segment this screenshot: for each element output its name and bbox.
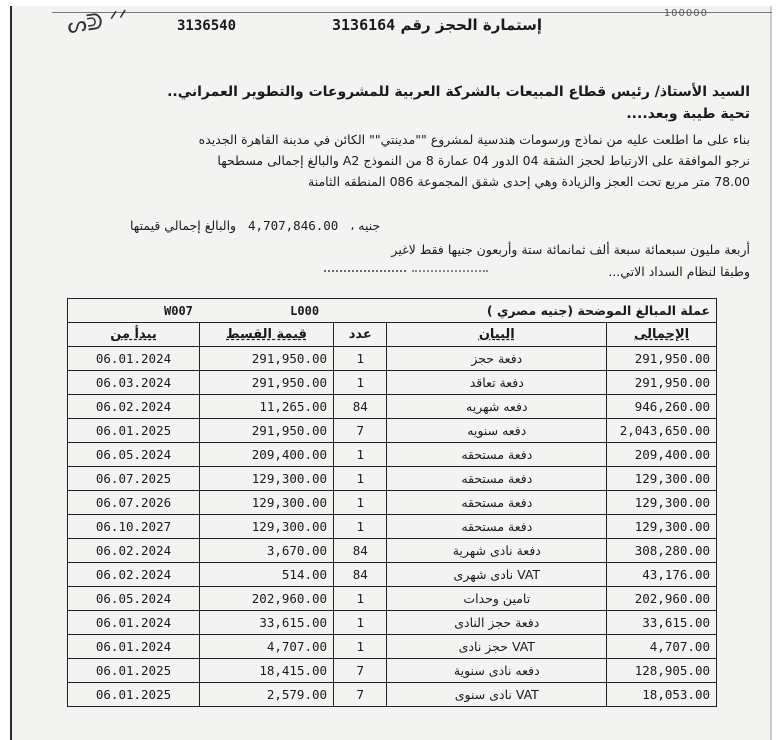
cell-total: 129,300.00 (607, 491, 717, 515)
cell-start: 06.05.2024 (68, 587, 200, 611)
cell-installment: 514.00 (200, 563, 334, 587)
cell-installment: 4,707.00 (200, 635, 334, 659)
table-row (68, 659, 717, 683)
payment-schedule-table (67, 298, 717, 707)
cell-total: 128,905.00 (607, 659, 717, 683)
amount-in-words: أربعة مليون سبعمائة سبعة ألف ثمانمائة ستة وأربعون جنيها فقط لاغير (391, 242, 750, 257)
table-row (68, 491, 717, 515)
greeting: تحية طيبة وبعد.... (626, 106, 750, 122)
cell-count: 84 (334, 539, 387, 563)
cell-start: 06.07.2025 (68, 467, 200, 491)
cell-installment: 291,950.00 (200, 347, 334, 371)
header-start: يبدأ من (68, 323, 200, 347)
cell-count: 1 (334, 443, 387, 467)
cell-count: 1 (334, 635, 387, 659)
cell-description: دفعة مستحقه (387, 515, 607, 539)
cell-count: 1 (334, 587, 387, 611)
cell-total: 129,300.00 (607, 515, 717, 539)
cell-total: 291,950.00 (607, 347, 717, 371)
cell-total: 308,280.00 (607, 539, 717, 563)
cell-start: 06.01.2024 (68, 635, 200, 659)
table-row (68, 347, 717, 371)
cell-start: 06.05.2024 (68, 443, 200, 467)
cell-total: 946,260.00 (607, 395, 717, 419)
cell-count: 7 (334, 683, 387, 707)
cell-description: دفعه شهريه (387, 395, 607, 419)
cell-installment: 291,950.00 (200, 419, 334, 443)
body-line-1: بناء على ما اطلعت عليه من نماذج ورسومات هندسية لمشروع ""مدينتي"" الكائن في مدينة القاهرة الجديده (198, 132, 750, 147)
table-caption-row (68, 299, 717, 323)
table-body (68, 347, 717, 707)
cell-start: 06.02.2024 (68, 395, 200, 419)
cell-start: 06.02.2024 (68, 539, 200, 563)
cell-start: 06.07.2026 (68, 491, 200, 515)
amount-label: والبالغ إجمالي قيمتها (130, 218, 237, 233)
table-row (68, 563, 717, 587)
table-row (68, 611, 717, 635)
cell-start: 06.01.2025 (68, 659, 200, 683)
cell-count: 84 (334, 395, 387, 419)
cell-total: 202,960.00 (607, 587, 717, 611)
header-installment: قيمة القسط (200, 323, 334, 347)
cell-count: 7 (334, 419, 387, 443)
cell-description: دفعة تعاقد (387, 371, 607, 395)
cell-count: 1 (334, 515, 387, 539)
cell-description: دفعة نادى شهرية (387, 539, 607, 563)
reference-number: 3136540 (177, 18, 237, 34)
cell-start: 06.01.2025 (68, 683, 200, 707)
cell-installment: 11,265.00 (200, 395, 334, 419)
table-row (68, 587, 717, 611)
cell-total: 2,043,650.00 (607, 419, 717, 443)
cell-start: 06.01.2024 (68, 611, 200, 635)
body-line-3: 78.00 متر مربع تحت العجز والزيادة وهي إحدى شقق المجموعة 086 المنطقه الثامنة (308, 174, 750, 189)
body-line-2: نرجو الموافقة على الارتباط لحجز الشقة 04 الدور 04 عمارة 8 من النموذج A2 والبالغ إجمالى مسطحها (217, 153, 750, 168)
cell-installment: 209,400.00 (200, 443, 334, 467)
cell-start: 06.03.2024 (68, 371, 200, 395)
cell-description: تامين وحدات (387, 587, 607, 611)
dotted-line (324, 270, 406, 272)
table-header-row (68, 323, 717, 347)
cell-installment: 2,579.00 (200, 683, 334, 707)
cell-total: 209,400.00 (607, 443, 717, 467)
cell-installment: 33,615.00 (200, 611, 334, 635)
table-row (68, 539, 717, 563)
cell-description: VAT حجز نادى (387, 635, 607, 659)
cell-installment: 129,300.00 (200, 467, 334, 491)
cell-installment: 18,415.00 (200, 659, 334, 683)
cell-total: 4,707.00 (607, 635, 717, 659)
cell-count: 1 (334, 371, 387, 395)
form-title-text: إستمارة الحجز رقم (400, 16, 543, 34)
cell-count: 84 (334, 563, 387, 587)
cell-installment: 129,300.00 (200, 515, 334, 539)
header-description: البيان (387, 323, 607, 347)
cell-count: 1 (334, 491, 387, 515)
payment-plan-intro: وطبقا لنظام السداد الاتي... (608, 264, 750, 279)
cell-total: 18,053.00 (607, 683, 717, 707)
table-row (68, 395, 717, 419)
cell-description: دفعة حجز (387, 347, 607, 371)
cell-count: 7 (334, 659, 387, 683)
form-title (332, 16, 542, 34)
handwritten-signature: ᔕᕲ ᐟᐟ (65, 5, 131, 40)
cell-installment: 129,300.00 (200, 491, 334, 515)
cell-installment: 291,950.00 (200, 371, 334, 395)
table-row (68, 515, 717, 539)
amount-value: 4,707,846.00 (248, 218, 339, 233)
table-row (68, 467, 717, 491)
cell-start: 06.02.2024 (68, 563, 200, 587)
dotted-line (412, 270, 488, 272)
cell-description: VAT نادى سنوى (387, 683, 607, 707)
form-number: 3136164 (332, 16, 396, 34)
cell-total: 129,300.00 (607, 467, 717, 491)
addressee: السيد الأستاذ/ رئيس قطاع المبيعات بالشركة العربية للمشروعات والتطوير العمراني.. (167, 84, 750, 100)
table-row (68, 371, 717, 395)
amount-suffix: جنيه ، (350, 218, 381, 233)
cell-total: 291,950.00 (607, 371, 717, 395)
cell-count: 1 (334, 467, 387, 491)
cell-description: دفعة مستحقه (387, 467, 607, 491)
table-row (68, 635, 717, 659)
cell-start: 06.01.2025 (68, 419, 200, 443)
cell-count: 1 (334, 611, 387, 635)
table-caption: عملة المبالغ الموضحة (جنيه مصري ) (486, 303, 710, 318)
code-right: L000 (290, 303, 320, 318)
cell-installment: 3,670.00 (200, 539, 334, 563)
code-left: W007 (164, 303, 193, 318)
header-count: عدد (334, 323, 387, 347)
cell-total: 43,176.00 (607, 563, 717, 587)
cell-description: دفعة مستحقه (387, 443, 607, 467)
header-total: الإجمالى (607, 323, 717, 347)
cell-description: دفعه نادى سنوية (387, 659, 607, 683)
cell-start: 06.10.2027 (68, 515, 200, 539)
amount-line (130, 218, 380, 233)
top-right-mark: 100000 (663, 8, 708, 19)
cell-installment: 202,960.00 (200, 587, 334, 611)
cell-description: VAT نادى شهرى (387, 563, 607, 587)
table-caption-cell (68, 299, 717, 323)
cell-total: 33,615.00 (607, 611, 717, 635)
cell-description: دفعة مستحقه (387, 491, 607, 515)
table-row (68, 683, 717, 707)
cell-start: 06.01.2024 (68, 347, 200, 371)
cell-count: 1 (334, 347, 387, 371)
cell-description: دفعة حجز النادى (387, 611, 607, 635)
codes (74, 304, 319, 318)
table-row (68, 443, 717, 467)
cell-description: دفعه سنويه (387, 419, 607, 443)
table-row (68, 419, 717, 443)
